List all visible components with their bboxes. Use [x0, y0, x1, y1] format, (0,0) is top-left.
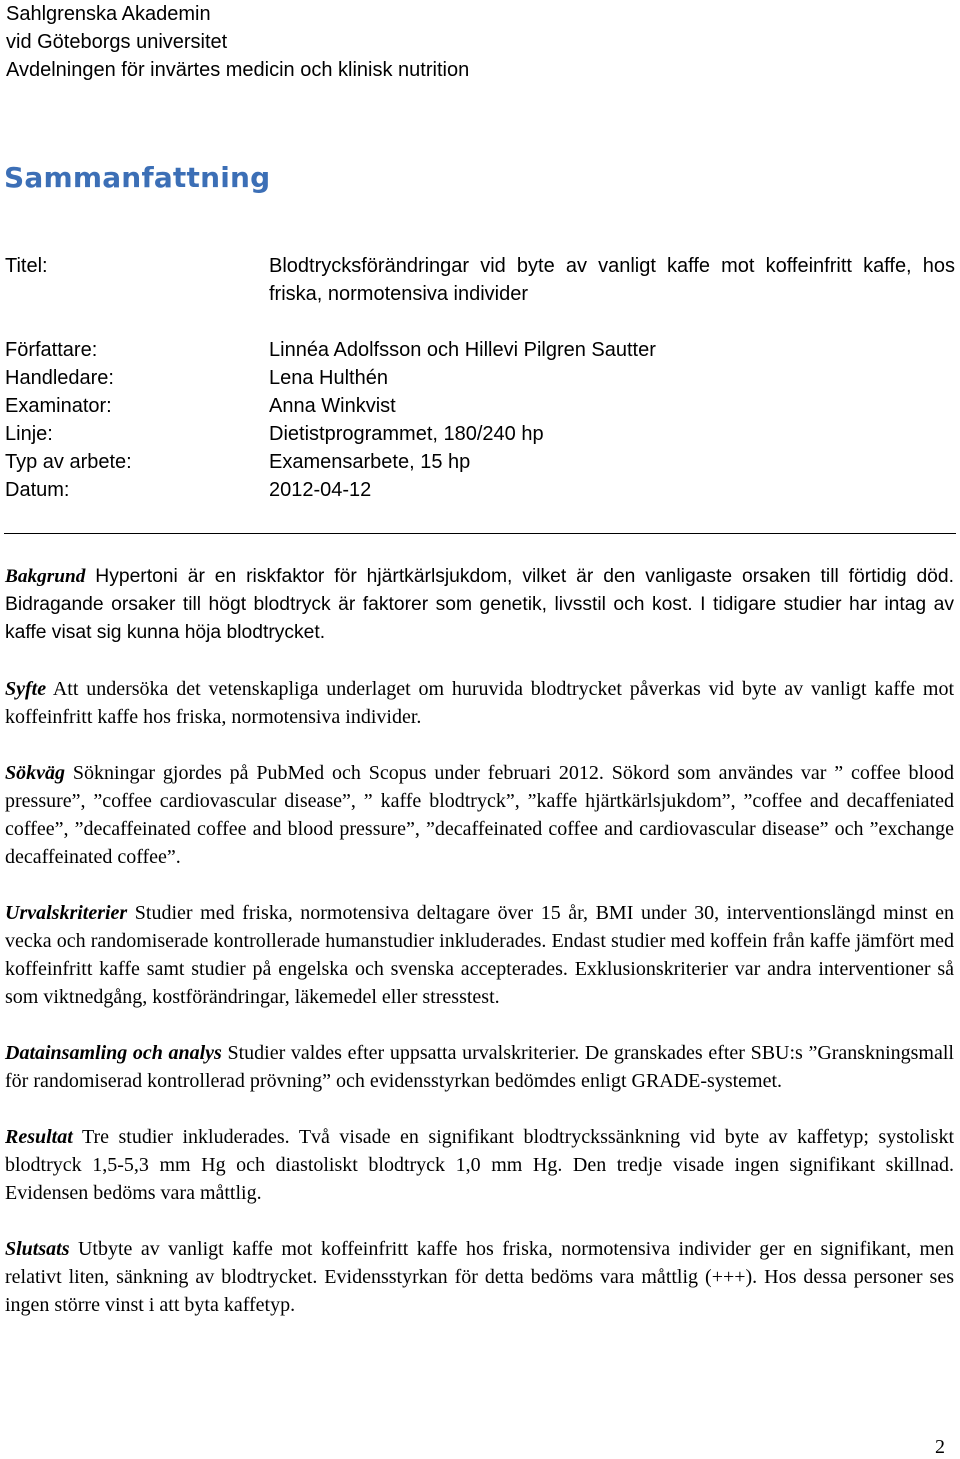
text-background: Hypertoni är en riskfaktor för hjärtkärlsjukdom, vilket är den vanligaste orsaken till förtidig död. Bidragande orsaker till högt blodtryck är faktorer som genetik, livsstil och kost. I tidigare studier har intag av kaffe visat sig kunna höja blodtrycket. [5, 566, 954, 643]
paragraph-conclusion [5, 1235, 954, 1319]
meta-row-date [5, 476, 955, 504]
meta-label-date: Datum: [5, 479, 70, 501]
meta-value-examiner: Anna Winkvist [269, 395, 396, 417]
paragraph-aim [5, 675, 954, 731]
text-aim: Att undersöka det vetenskapliga underlaget om huruvida blodtrycket påverkas vid byte av vanligt kaffe mot koffeinfritt kaffe hos friska, normotensiva individer. [5, 678, 954, 728]
meta-label-authors: Författare: [5, 339, 98, 361]
lead-data-collection: Datainsamling och analys [5, 1042, 222, 1064]
horizontal-divider [4, 533, 956, 534]
text-criteria: Studier med friska, normotensiva deltagare över 15 år, BMI under 30, interventionslängd minst en vecka och randomiserade kontrollerade humanstudier inkluderades. Endast studier med koffein från kaffe jämfört med koffeinfritt kaffe samt studier på engelska och svenska accepterades. Exklusionskriterier var andra interventioner så som viktnedgång, kostförändringar, läkemedel eller stresstest. [5, 902, 954, 1008]
text-results: Tre studier inkluderades. Två visade en signifikant blodtryckssänkning vid byte av kaffetyp; systoliskt blodtryck 1,5-5,3 mm Hg och diastoliskt blodtryck 1,0 mm Hg. Den tredje visade ingen signifikant skillnad. Evidensen bedöms vara måttlig. [5, 1126, 954, 1204]
paragraph-search [5, 759, 954, 871]
meta-spacer [5, 308, 955, 336]
lead-conclusion: Slutsats [5, 1238, 70, 1260]
lead-background: Bakgrund [5, 566, 86, 587]
lead-results: Resultat [5, 1126, 73, 1148]
metadata-table [5, 252, 955, 504]
meta-label-examiner: Examinator: [5, 395, 112, 417]
meta-row-type [5, 448, 955, 476]
meta-value-authors: Linnéa Adolfsson och Hillevi Pilgren Sautter [269, 339, 656, 361]
page-number: 2 [935, 1436, 945, 1458]
lead-aim: Syfte [5, 678, 47, 700]
paragraph-background [5, 563, 954, 647]
meta-row-supervisor [5, 364, 955, 392]
meta-label-supervisor: Handledare: [5, 367, 114, 389]
meta-value-program: Dietistprogrammet, 180/240 hp [269, 423, 544, 445]
meta-value-title: Blodtrycksförändringar vid byte av vanligt kaffe mot koffeinfritt kaffe, hos friska, normotensiva individer [269, 255, 955, 305]
abstract-body [5, 563, 954, 1347]
meta-row-examiner [5, 392, 955, 420]
meta-value-type: Examensarbete, 15 hp [269, 451, 471, 473]
meta-row-program [5, 420, 955, 448]
meta-row-title [5, 252, 955, 308]
meta-label-title: Titel: [5, 255, 48, 277]
text-data-collection: Studier valdes efter uppsatta urvalskriterier. De granskades efter SBU:s ”Granskningsmall för randomiserad kontrollerad prövning” och evidensstyrkan bedömdes enligt GRADE-systemet. [5, 1042, 954, 1092]
meta-value-supervisor: Lena Hulthén [269, 367, 388, 389]
meta-label-type: Typ av arbete: [5, 451, 132, 473]
text-search: Sökningar gjordes på PubMed och Scopus under februari 2012. Sökord som användes var ” coffee blood pressure”, ”coffee cardiovascular disease”, ” kaffe blodtryck”, ”kaffe hjärtkärlsjukdom”, ”coffee and decaffeniated coffee”, ”decaffeinated coffee and blood pressure”, ”decaffeinated coffee and cardiovascular disease” och ”exchange decaffeinated coffee”. [5, 762, 954, 868]
paragraph-criteria [5, 899, 954, 1011]
department-name: Avdelningen för invärtes medicin och klinisk nutrition [6, 59, 470, 81]
institution-block [6, 0, 469, 84]
page-title: Sammanfattning [4, 161, 271, 194]
lead-criteria: Urvalskriterier [5, 902, 128, 924]
paragraph-results [5, 1123, 954, 1207]
paragraph-data-collection [5, 1039, 954, 1095]
meta-row-authors [5, 336, 955, 364]
institution-name: Sahlgrenska Akademin [6, 3, 211, 25]
meta-label-program: Linje: [5, 423, 53, 445]
lead-search: Sökväg [5, 762, 65, 784]
text-conclusion: Utbyte av vanligt kaffe mot koffeinfritt kaffe hos friska, normotensiva individer ger en signifikant, men relativt liten, sänkning av blodtrycket. Evidensstyrkan för detta bedöms vara måttlig (+++). Hos dessa personer ses ingen större vinst i att byta kaffetyp. [5, 1238, 954, 1316]
meta-value-date: 2012-04-12 [269, 479, 372, 501]
university-name: vid Göteborgs universitet [6, 31, 228, 53]
